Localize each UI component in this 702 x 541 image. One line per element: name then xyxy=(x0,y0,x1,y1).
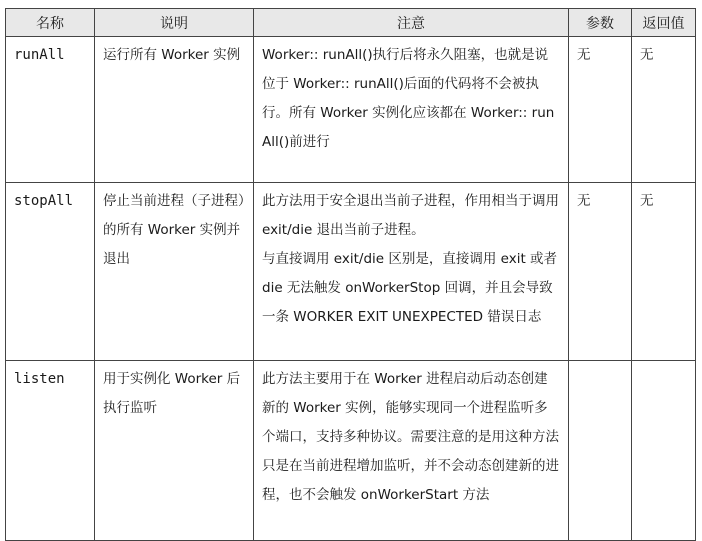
method-description: 用于实例化 Worker 后执行监听 xyxy=(95,361,254,541)
method-name: listen xyxy=(6,361,95,541)
header-description: 说明 xyxy=(95,9,254,37)
note-paragraph: 与直接调用 exit/die 区别是，直接调用 exit 或者 die 无法触发 onWorkerStop 回调，并且会导致一条 WORKER EXIT UNEXPECTED 错误日志 xyxy=(262,251,558,325)
method-params xyxy=(569,361,632,541)
method-params: 无 xyxy=(569,37,632,183)
header-notes: 注意 xyxy=(254,9,569,37)
method-name: stopAll xyxy=(6,183,95,361)
table-row xyxy=(6,37,696,183)
method-return xyxy=(632,361,696,541)
header-return: 返回值 xyxy=(632,9,696,37)
method-notes xyxy=(254,361,569,541)
method-name: runAll xyxy=(6,37,95,183)
method-return: 无 xyxy=(632,37,696,183)
method-description: 运行所有 Worker 实例 xyxy=(95,37,254,183)
note-paragraph: 此方法用于安全退出当前子进程，作用相当于调用 exit/die 退出当前子进程。 xyxy=(262,193,559,238)
method-notes xyxy=(254,183,569,361)
method-return: 无 xyxy=(632,183,696,361)
method-notes xyxy=(254,37,569,183)
header-row xyxy=(6,9,696,37)
header-params: 参数 xyxy=(569,9,632,37)
method-params: 无 xyxy=(569,183,632,361)
table-row xyxy=(6,361,696,541)
table-row xyxy=(6,183,696,361)
method-description: 停止当前进程（子进程）的所有 Worker 实例并退出 xyxy=(95,183,254,361)
api-table xyxy=(5,8,696,541)
header-name: 名称 xyxy=(6,9,95,37)
note-paragraph: Worker:: runAll()执行后将永久阻塞，也就是说位于 Worker:: runAll()后面的代码将不会被执行。所有 Worker 实例化应该都在 Worker:: runAll()前进行 xyxy=(262,47,555,150)
note-paragraph: 此方法主要用于在 Worker 进程启动后动态创建新的 Worker 实例，能够实现同一个进程监听多个端口，支持多种协议。需要注意的是用这种方法只是在当前进程增加监听，并不会动态创建新的进程，也不会触发 onWorkerStart 方法 xyxy=(262,371,559,503)
